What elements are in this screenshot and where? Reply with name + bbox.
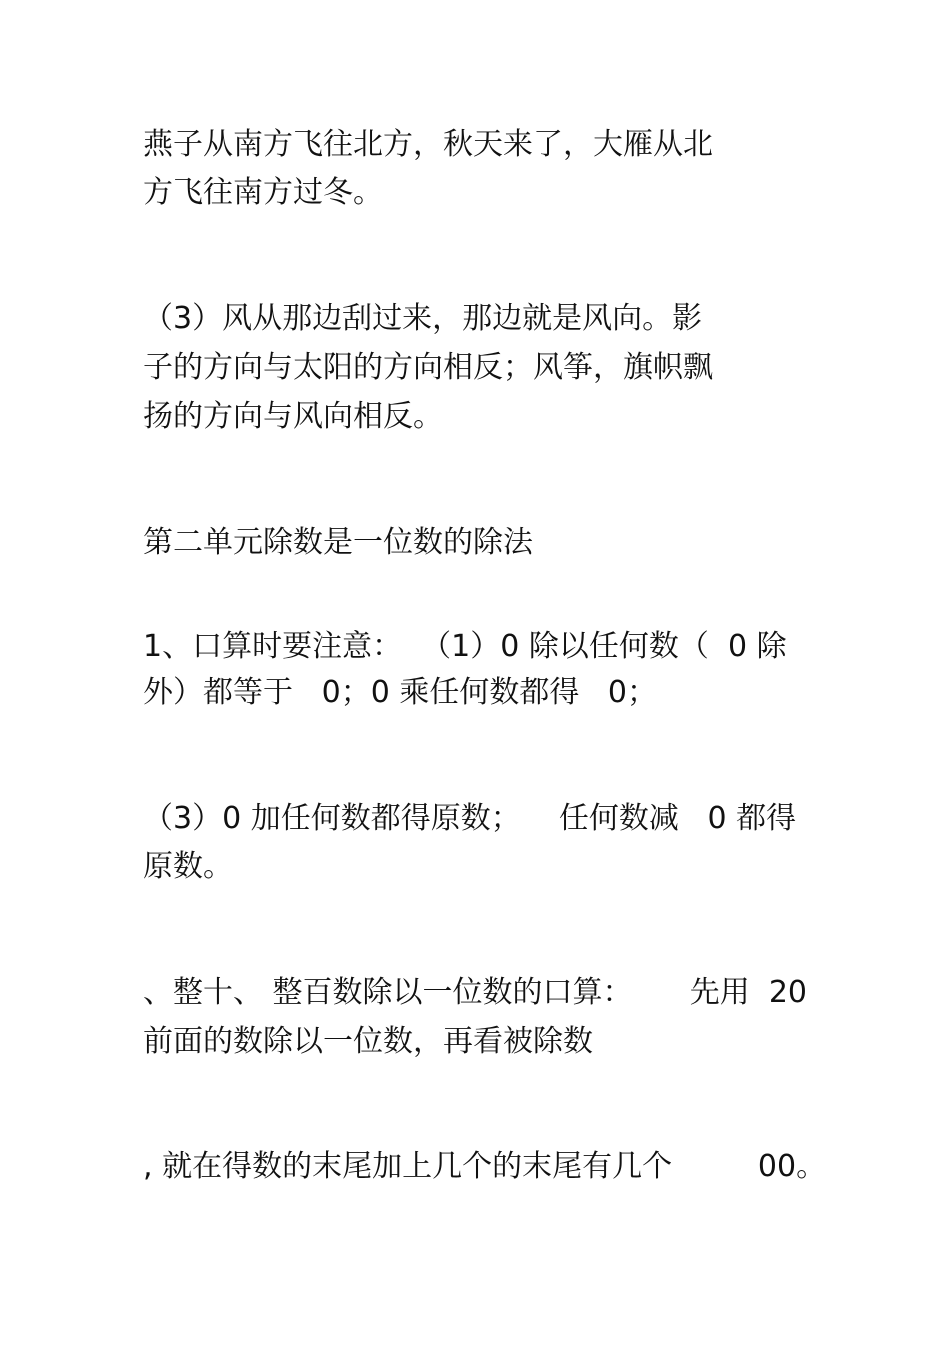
text-line-2: 方飞往南方过冬。 xyxy=(143,175,383,210)
text-line-7: 1、口算时要注意： （1）0 除以任何数（ 0 除 xyxy=(143,629,787,664)
text-line-5: 扬的方向与风向相反。 xyxy=(143,399,443,434)
text-line-4: 子的方向与太阳的方向相反；风筝，旗帜飘 xyxy=(143,350,713,385)
text-line-12: 前面的数除以一位数，再看被除数 xyxy=(143,1024,593,1059)
text-line-3: （3）风从那边刮过来，那边就是风向。影 xyxy=(143,301,703,336)
text-line-1: 燕子从南方飞往北方，秋天来了，大雁从北 xyxy=(143,127,713,162)
text-line-11: 、整十、 整百数除以一位数的口算： 先用 20 xyxy=(143,975,807,1010)
text-line-13: , 就在得数的末尾加上几个的末尾有几个 00。 xyxy=(143,1149,827,1184)
text-line-8: 外）都等于 0；0 乘任何数都得 0； xyxy=(143,675,658,710)
text-line-10: 原数。 xyxy=(143,849,233,884)
section-heading: 第二单元除数是一位数的除法 xyxy=(143,525,533,560)
text-line-9: （3）0 加任何数都得原数； 任何数减 0 都得 xyxy=(143,801,797,836)
